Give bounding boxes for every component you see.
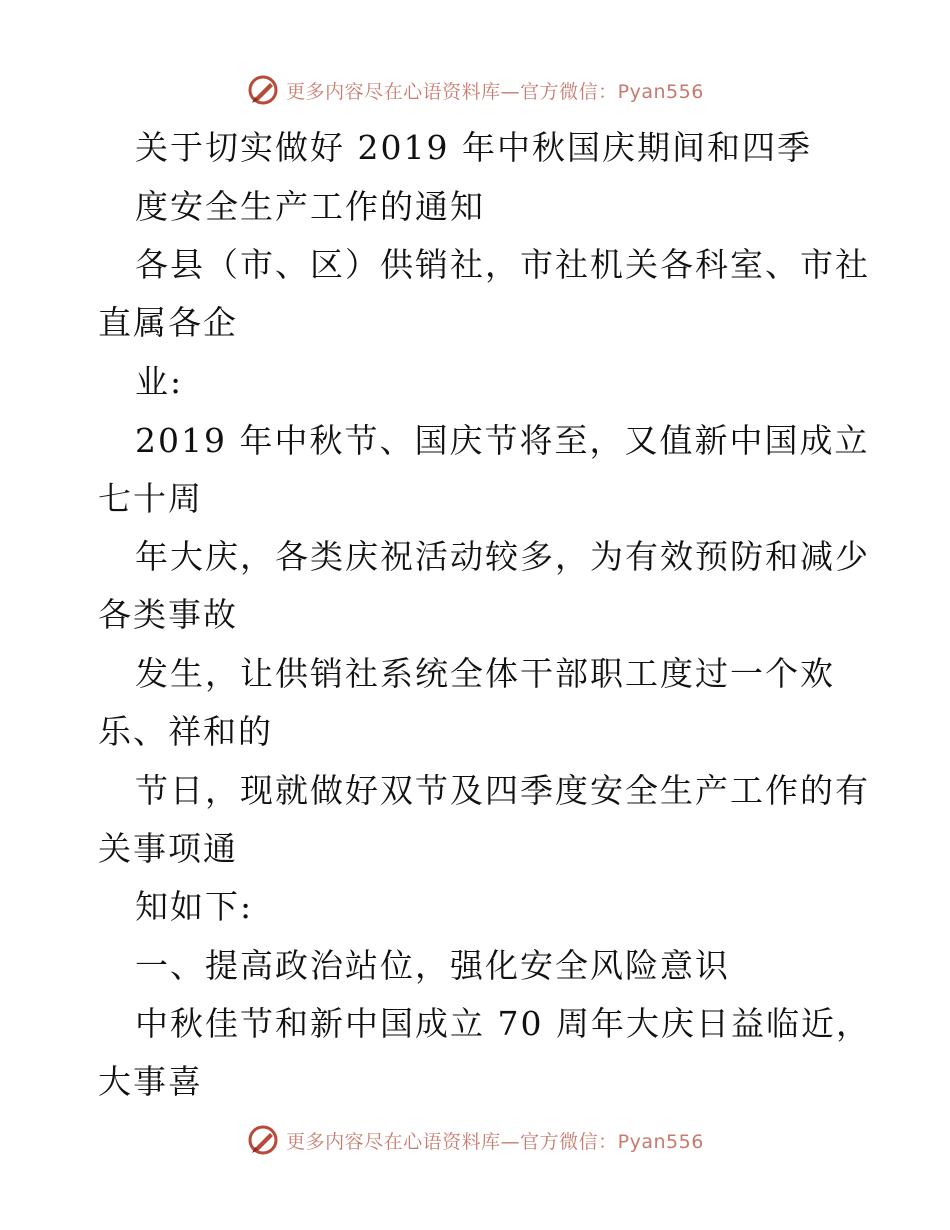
pen-logo-icon xyxy=(246,1123,280,1157)
document-title-line-1: 关于切实做好 2019 年中秋国庆期间和四季 xyxy=(135,128,812,167)
section-heading: 一、提高政治站位，强化安全风险意识 xyxy=(135,946,730,985)
text-line: 乐、祥和的 xyxy=(98,712,273,751)
text-line: 大事喜 xyxy=(98,1062,203,1101)
text-line: 中秋佳节和新中国成立 70 周年大庆日益临近， xyxy=(135,1004,871,1043)
text-line: 直属各企 xyxy=(98,303,238,342)
text-line: 业: xyxy=(135,362,184,401)
watermark-text: 更多内容尽在心语资料库—官方微信：Pyan556 xyxy=(286,80,704,103)
text-line: 年大庆，各类庆祝活动较多，为有效预防和减少 xyxy=(135,537,870,576)
pen-logo-icon xyxy=(246,73,280,107)
text-line: 2019 年中秋节、国庆节将至，又值新中国成立 xyxy=(135,421,870,460)
document-title-line-2: 度安全生产工作的通知 xyxy=(135,187,485,226)
text-line: 关事项通 xyxy=(98,829,238,868)
text-line: 知如下: xyxy=(135,887,254,926)
header-watermark xyxy=(0,70,950,110)
watermark-text: 更多内容尽在心语资料库—官方微信：Pyan556 xyxy=(286,1130,704,1153)
footer-watermark xyxy=(0,1120,950,1160)
text-line: 节日，现就做好双节及四季度安全生产工作的有 xyxy=(135,771,870,810)
text-line: 各县（市、区）供销社，市社机关各科室、市社 xyxy=(135,245,870,284)
text-line: 七十周 xyxy=(98,479,203,518)
text-line: 发生，让供销社系统全体干部职工度过一个欢 xyxy=(135,654,835,693)
text-line: 各类事故 xyxy=(98,595,238,634)
